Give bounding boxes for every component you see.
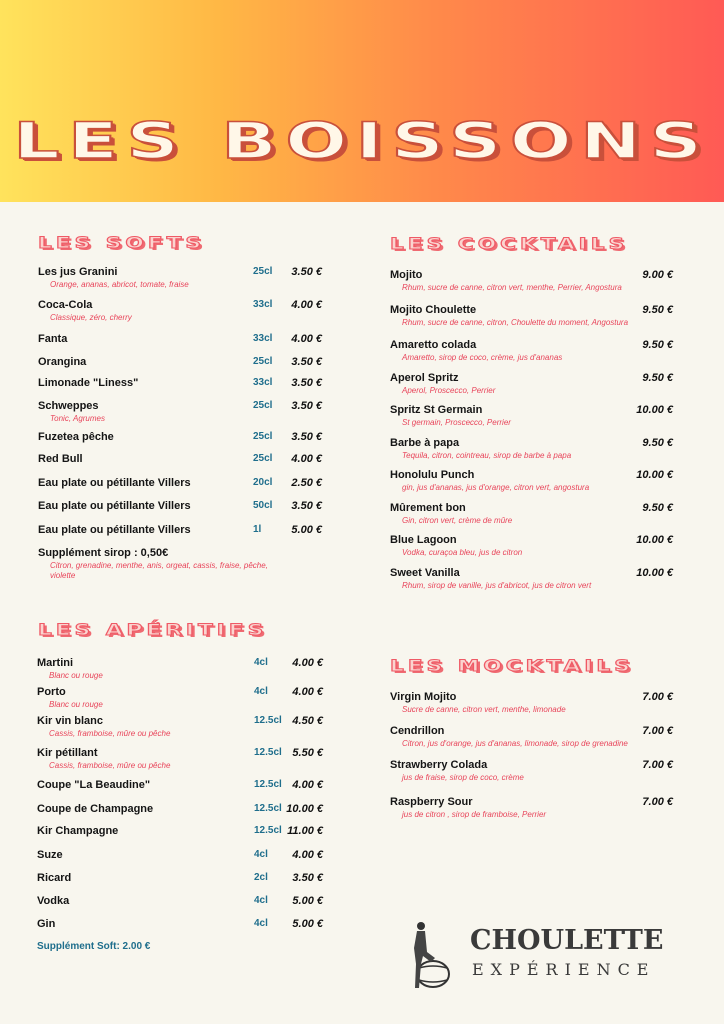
softs-item (38, 431, 322, 445)
cocktails-item (390, 534, 673, 557)
item-volume: 25cl (253, 266, 273, 277)
item-price: 3.50 € (291, 400, 322, 412)
item-description: gin, jus d'ananas, jus d'orange, citron vert, angostura (402, 483, 590, 492)
item-price: 4.00 € (291, 299, 322, 311)
item-price: 4.00 € (291, 453, 322, 465)
item-description: Tonic, Agrumes (50, 414, 105, 423)
item-price: 7.00 € (642, 796, 673, 808)
cocktails-item (390, 469, 673, 492)
item-volume: 2cl (254, 872, 268, 883)
item-price: 4.00 € (291, 333, 322, 345)
item-price: 10.00 € (286, 803, 323, 815)
item-description: Cassis, framboise, mûre ou pêche (49, 729, 171, 738)
item-price: 3.50 € (291, 377, 322, 389)
item-price: 11.00 € (287, 825, 323, 837)
item-price: 9.50 € (642, 339, 673, 351)
item-name: Eau plate ou pétillante Villers (38, 477, 191, 489)
item-name: Fuzetea pêche (38, 431, 114, 443)
item-name: Mojito Choulette (390, 304, 477, 316)
softs-item (38, 299, 322, 322)
item-volume: 20cl (253, 477, 273, 488)
item-description: Blanc ou rouge (49, 700, 103, 709)
cocktails-item (390, 304, 673, 327)
item-price: 3.50 € (291, 431, 322, 443)
item-volume: 4cl (254, 686, 268, 697)
item-volume: 1l (253, 524, 262, 535)
softs-item (38, 333, 322, 347)
item-price: 3.50 € (292, 872, 323, 884)
item-description: Citron, jus d'orange, jus d'ananas, limonade, sirop de grenadine (402, 739, 628, 748)
softs-item (38, 524, 322, 538)
item-price: 4.00 € (292, 686, 323, 698)
softs-item (38, 477, 322, 491)
item-price: 4.00 € (292, 657, 323, 669)
item-volume: 4cl (254, 918, 268, 929)
aperitifs-item (37, 779, 323, 793)
aperitifs-item (37, 849, 323, 863)
softs-item (38, 377, 322, 391)
item-price: 4.50 € (292, 715, 323, 727)
item-description: Classique, zéro, cherry (50, 313, 132, 322)
item-volume: 25cl (253, 356, 273, 367)
item-price: 5.00 € (291, 524, 322, 536)
item-name: Gin (37, 918, 56, 930)
item-volume: 12.5cl (254, 825, 282, 836)
aperitifs-item (37, 747, 323, 770)
item-description: jus de citron , sirop de framboise, Perrier (402, 810, 547, 819)
item-volume: 25cl (253, 400, 273, 411)
item-description: Cassis, framboise, mûre ou pêche (49, 761, 171, 770)
item-volume: 33cl (253, 299, 273, 310)
item-name: Porto (37, 686, 66, 698)
item-volume: 25cl (253, 431, 273, 442)
cocktails-item (390, 567, 673, 590)
item-name: Mûrement bon (390, 502, 466, 514)
cocktails-item (390, 404, 673, 427)
item-name: Kir pétillant (37, 747, 98, 759)
item-name: Martini (37, 657, 74, 669)
item-price: 7.00 € (642, 759, 673, 771)
softs-item (38, 266, 322, 289)
aperitifs-item (37, 657, 323, 680)
section-heading-mocktails: LES MOCKTAILS (390, 656, 634, 675)
mocktails-item (390, 796, 673, 819)
softs-item (38, 453, 322, 467)
item-description: Rhum, sirop de vanille, jus d'abricot, jus de citron vert (402, 581, 592, 590)
item-name: Suze (37, 849, 63, 861)
item-name: Virgin Mojito (390, 691, 457, 703)
cocktails-item (390, 502, 673, 525)
section-heading-aperitifs: LES APÉRITIFS (38, 620, 268, 639)
item-volume: 12.5cl (254, 779, 282, 790)
item-description: jus de fraise, sirop de coco, crème (402, 773, 524, 782)
item-name: Kir vin blanc (37, 715, 104, 727)
item-price: 5.00 € (292, 895, 323, 907)
softs-item (38, 356, 322, 370)
item-name: Blue Lagoon (390, 534, 457, 546)
item-description: Blanc ou rouge (49, 671, 103, 680)
item-volume: 4cl (254, 895, 268, 906)
item-volume: 33cl (253, 333, 273, 344)
item-price: 7.00 € (642, 725, 673, 737)
mocktails-item (390, 759, 673, 782)
item-price: 3.50 € (291, 500, 322, 512)
item-volume: 4cl (254, 657, 268, 668)
item-description: Vodka, curaçoa bleu, jus de citron (402, 548, 523, 557)
choulette-logo-figure-icon (405, 918, 453, 995)
item-name: Limonade "Liness" (38, 377, 139, 389)
item-volume: 4cl (254, 849, 268, 860)
section-heading-softs: LES SOFTS (38, 233, 206, 252)
cocktails-item (390, 372, 673, 395)
item-price: 5.00 € (292, 918, 323, 930)
aperitifs-item (37, 686, 323, 709)
item-price: 10.00 € (636, 534, 673, 546)
item-volume: 12.5cl (254, 747, 282, 758)
item-name: Fanta (38, 333, 68, 345)
item-name: Aperol Spritz (390, 372, 459, 384)
item-name: Raspberry Sour (390, 796, 473, 808)
item-name: Eau plate ou pétillante Villers (38, 500, 191, 512)
item-name: Kir Champagne (37, 825, 119, 837)
item-price: 5.50 € (292, 747, 323, 759)
item-name: Les jus Granini (38, 266, 118, 278)
item-description: Tequila, citron, cointreau, sirop de barbe à papa (402, 451, 572, 460)
item-description: Gin, citron vert, crème de mûre (402, 516, 513, 525)
mocktails-item (390, 691, 673, 714)
aperitifs-item (37, 715, 323, 738)
item-name: Orangina (38, 356, 87, 368)
cocktails-item (390, 339, 673, 362)
item-description: Citron, grenadine, menthe, anis, orgeat, cassis, fraise, pêche, violette (50, 561, 268, 580)
item-description: Aperol, Proscecco, Perrier (402, 386, 496, 395)
item-name: Cendrillon (390, 725, 445, 737)
item-name: Strawberry Colada (390, 759, 488, 771)
item-name: Coca-Cola (38, 299, 93, 311)
item-description: Rhum, sucre de canne, citron, Choulette du moment, Angostura (402, 318, 629, 327)
item-volume: 50cl (253, 500, 273, 511)
item-description: Rhum, sucre de canne, citron vert, menthe, Perrier, Angostura (402, 283, 622, 292)
item-price: 7.00 € (642, 691, 673, 703)
logo-name: CHOULETTE (470, 925, 664, 956)
page-title: LES BOISSONS (13, 112, 711, 170)
softs-item (38, 547, 322, 580)
item-volume: 12.5cl (254, 715, 282, 726)
aperitifs-item (37, 872, 323, 886)
item-name: Supplément sirop : 0,50€ (38, 547, 169, 559)
item-volume: 25cl (253, 453, 273, 464)
item-name: Ricard (37, 872, 72, 884)
item-name: Vodka (37, 895, 70, 907)
aperitifs-item (37, 803, 323, 817)
header-banner (0, 0, 724, 202)
aperitifs-item (37, 918, 323, 932)
item-price: 9.00 € (642, 269, 673, 281)
cocktails-item (390, 269, 673, 292)
item-description: Sucre de canne, citron vert, menthe, limonade (402, 705, 566, 714)
item-name: Red Bull (38, 453, 83, 465)
item-name: Eau plate ou pétillante Villers (38, 524, 191, 536)
item-name: Honolulu Punch (390, 469, 475, 481)
item-price: 4.00 € (292, 779, 323, 791)
mocktails-item (390, 725, 673, 748)
item-description: Orange, ananas, abricot, tomate, fraise (50, 280, 189, 289)
item-price: 4.00 € (292, 849, 323, 861)
item-name: Sweet Vanilla (390, 567, 460, 579)
softs-item (38, 400, 322, 423)
item-price: 3.50 € (291, 356, 322, 368)
item-name: Spritz St Germain (390, 404, 483, 416)
logo-subtitle: EXPÉRIENCE (472, 960, 656, 979)
item-price: 9.50 € (642, 437, 673, 449)
section-heading-cocktails: LES COCKTAILS (390, 234, 629, 253)
item-volume: 33cl (253, 377, 273, 388)
item-name: Barbe à papa (390, 437, 460, 449)
item-description: Amaretto, sirop de coco, crème, jus d'ananas (402, 353, 563, 362)
supplement-soft: Supplément Soft: 2.00 € (37, 941, 151, 952)
item-price: 9.50 € (642, 372, 673, 384)
item-price: 2.50 € (291, 477, 322, 489)
item-name: Coupe de Champagne (37, 803, 154, 815)
item-name: Mojito (390, 269, 423, 281)
item-price: 10.00 € (636, 404, 673, 416)
item-name: Schweppes (38, 400, 99, 412)
item-price: 9.50 € (642, 304, 673, 316)
item-price: 10.00 € (636, 469, 673, 481)
item-price: 10.00 € (636, 567, 673, 579)
cocktails-item (390, 437, 673, 460)
item-name: Coupe "La Beaudine" (37, 779, 151, 791)
item-price: 3.50 € (291, 266, 322, 278)
aperitifs-item (37, 895, 323, 909)
item-name: Amaretto colada (390, 339, 477, 351)
aperitifs-item (37, 825, 323, 839)
item-volume: 12.5cl (254, 803, 282, 814)
softs-item (38, 500, 322, 514)
item-description: St germain, Proscecco, Perrier (402, 418, 511, 427)
item-price: 9.50 € (642, 502, 673, 514)
